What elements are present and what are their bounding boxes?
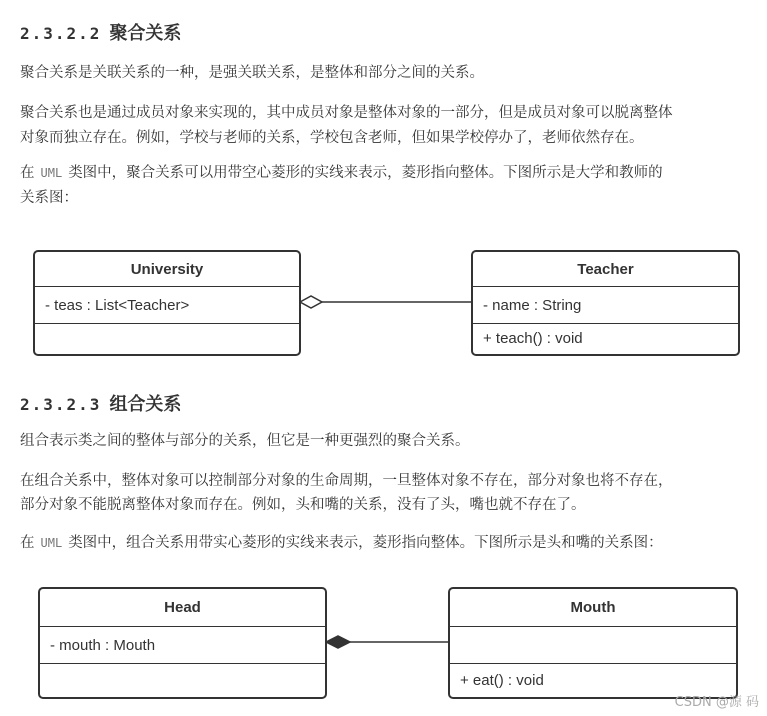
- text: 在: [20, 535, 35, 551]
- class-methods: [35, 324, 299, 354]
- section-number: 2.3.2.2: [20, 24, 102, 43]
- paragraph: 聚合关系是关联关系的一种，是强关联关系，是整体和部分之间的关系。: [20, 65, 484, 81]
- class-method: + teach() : void: [483, 330, 583, 347]
- class-attribute: - mouth : Mouth: [40, 627, 325, 664]
- class-teacher: [471, 250, 740, 356]
- text: 类图中，组合关系用带实心菱形的实线来表示，菱形指向整体。下图所示是头和嘴的关系图：: [68, 535, 663, 551]
- text: 类图中，聚合关系可以用带空心菱形的实线来表示，菱形指向整体。下图所示是大学和教师的: [68, 165, 663, 181]
- inline-code: UML: [40, 536, 63, 550]
- section-heading-composition: [20, 390, 181, 416]
- paragraph: 聚合关系也是通过成员对象来实现的，其中成员对象是整体对象的一部分，但是成员对象可以脱离整体: [20, 105, 673, 121]
- class-attributes: [450, 627, 736, 664]
- class-name: University: [35, 252, 299, 287]
- class-name: Head: [40, 589, 325, 627]
- filled-diamond-icon: [326, 636, 350, 648]
- paragraph: 组合表示类之间的整体与部分的关系，但它是一种更强烈的聚合关系。: [20, 433, 470, 449]
- inline-code: UML: [40, 166, 63, 180]
- class-head: [38, 587, 327, 699]
- class-mouth: [448, 587, 738, 699]
- class-name: Mouth: [450, 589, 736, 627]
- paragraph: 部分对象不能脱离整体对象而存在。例如，头和嘴的关系，没有了头，嘴也就不存在了。: [20, 497, 586, 513]
- class-name: Teacher: [473, 252, 738, 287]
- class-attribute: - name : String: [473, 287, 738, 324]
- paragraph: [20, 531, 755, 556]
- section-title: 组合关系: [109, 394, 182, 415]
- section-number: 2.3.2.3: [20, 395, 102, 414]
- class-attribute: - teas : List<Teacher>: [35, 287, 299, 324]
- watermark: CSDN @源 码: [674, 695, 759, 710]
- paragraph: 关系图：: [20, 190, 78, 206]
- section-title: 聚合关系: [109, 23, 182, 44]
- class-method: + eat() : void: [460, 672, 544, 689]
- paragraph: 对象而独立存在。例如，学校与老师的关系，学校包含老师，但如果学校停办了，老师依然存在。: [20, 130, 644, 146]
- text: 在: [20, 165, 35, 181]
- class-university: [33, 250, 301, 356]
- paragraph: 在组合关系中，整体对象可以控制部分对象的生命周期，一旦整体对象不存在，部分对象也将不存在，: [20, 473, 673, 489]
- hollow-diamond-icon: [300, 296, 322, 308]
- class-methods: [40, 664, 325, 697]
